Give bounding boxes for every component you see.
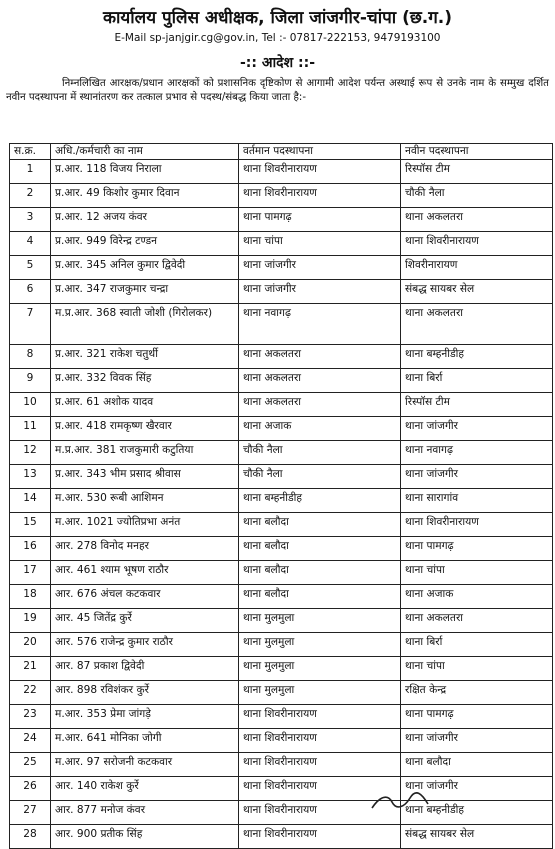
table-header-row <box>10 144 553 160</box>
order-title: -:: आदेश ::- <box>239 55 316 71</box>
row-employee-name: आर. 898 रविशंकर कुर्रे <box>51 681 239 705</box>
row-employee-name: आर. 45 जितेंद्र कुर्रे <box>51 609 239 633</box>
row-employee-name: म.आर. 1021 ज्योतिप्रभा अनंत <box>51 513 239 537</box>
row-serial: 7 <box>10 304 51 345</box>
row-serial: 11 <box>10 417 51 441</box>
row-serial: 14 <box>10 489 51 513</box>
table-row <box>10 208 553 232</box>
row-new-posting: थाना बम्हनीडीह <box>401 345 553 369</box>
row-serial: 4 <box>10 232 51 256</box>
table-row <box>10 657 553 681</box>
office-title: कार्यालय पुलिस अधीक्षक, जिला जांजगीर-चांपा (छ.ग.) <box>102 8 453 28</box>
row-new-posting: थाना जांजगीर <box>401 777 553 801</box>
table-row <box>10 184 553 208</box>
row-employee-name: म.आर. 97 सरोजनी कटकवार <box>51 753 239 777</box>
row-new-posting: थाना बिर्रा <box>401 369 553 393</box>
row-current-posting: थाना मुलमुला <box>239 681 401 705</box>
row-new-posting: थाना जांजगीर <box>401 729 553 753</box>
row-new-posting: थाना बलौदा <box>401 753 553 777</box>
table-row <box>10 537 553 561</box>
row-employee-name: आर. 278 विनोद मनहर <box>51 537 239 561</box>
row-serial: 12 <box>10 441 51 465</box>
row-employee-name: प्र.आर. 418 रामकृष्ण खैरवार <box>51 417 239 441</box>
row-current-posting: थाना शिवरीनारायण <box>239 184 401 208</box>
row-serial: 16 <box>10 537 51 561</box>
row-current-posting: थाना जांजगीर <box>239 256 401 280</box>
row-current-posting: थाना पामगढ़ <box>239 208 401 232</box>
col-header-serial: स.क्र. <box>10 144 51 160</box>
table-row <box>10 465 553 489</box>
table-row <box>10 681 553 705</box>
table-row <box>10 609 553 633</box>
row-employee-name: म.आर. 353 प्रेमा जांगड़े <box>51 705 239 729</box>
row-serial: 3 <box>10 208 51 232</box>
row-new-posting: थाना अकलतरा <box>401 609 553 633</box>
row-current-posting: थाना शिवरीनारायण <box>239 729 401 753</box>
row-current-posting: थाना बलौदा <box>239 585 401 609</box>
row-new-posting: संबद्ध सायबर सेल <box>401 280 553 304</box>
row-current-posting: थाना अकलतरा <box>239 345 401 369</box>
table-row <box>10 417 553 441</box>
row-employee-name: म.आर. 530 रूबी आशिमन <box>51 489 239 513</box>
col-header-new-posting: नवीन पदस्थापना <box>401 144 553 160</box>
table-row <box>10 729 553 753</box>
row-serial: 13 <box>10 465 51 489</box>
row-employee-name: आर. 87 प्रकाश द्विवेदी <box>51 657 239 681</box>
row-employee-name: म.आर. 641 मोनिका जोगी <box>51 729 239 753</box>
row-serial: 20 <box>10 633 51 657</box>
row-new-posting: रिस्पॉस टीम <box>401 393 553 417</box>
row-new-posting: थाना पामगढ़ <box>401 705 553 729</box>
table-row <box>10 232 553 256</box>
row-current-posting: थाना अकलतरा <box>239 393 401 417</box>
row-serial: 28 <box>10 825 51 849</box>
row-serial: 17 <box>10 561 51 585</box>
row-new-posting: थाना पामगढ़ <box>401 537 553 561</box>
row-current-posting: थाना मुलमुला <box>239 633 401 657</box>
table-row <box>10 561 553 585</box>
row-new-posting: थाना शिवरीनारायण <box>401 232 553 256</box>
table-row <box>10 777 553 801</box>
table-row <box>10 513 553 537</box>
row-current-posting: चौकी नैला <box>239 441 401 465</box>
row-current-posting: थाना बलौदा <box>239 513 401 537</box>
table-row <box>10 345 553 369</box>
table-row <box>10 393 553 417</box>
col-header-name: अधि./कर्मचारी का नाम <box>51 144 239 160</box>
row-employee-name: म.प्र.आर. 381 राजकुमारी कटुतिया <box>51 441 239 465</box>
table-row <box>10 369 553 393</box>
row-serial: 5 <box>10 256 51 280</box>
row-new-posting: थाना सारागांव <box>401 489 553 513</box>
row-employee-name: प्र.आर. 343 भीम प्रसाद श्रीवास <box>51 465 239 489</box>
row-current-posting: थाना शिवरीनारायण <box>239 160 401 184</box>
row-serial: 27 <box>10 801 51 825</box>
row-employee-name: प्र.आर. 61 अशोक यादव <box>51 393 239 417</box>
row-employee-name: प्र.आर. 12 अजय कंवर <box>51 208 239 232</box>
row-new-posting: चौकी नैला <box>401 184 553 208</box>
row-new-posting: थाना जांजगीर <box>401 417 553 441</box>
table-row <box>10 304 553 345</box>
row-employee-name: आर. 461 श्याम भूषण राठौर <box>51 561 239 585</box>
table-row <box>10 585 553 609</box>
row-employee-name: प्र.आर. 321 राकेश चतुर्थी <box>51 345 239 369</box>
row-serial: 26 <box>10 777 51 801</box>
row-employee-name: प्र.आर. 118 विजय निराला <box>51 160 239 184</box>
row-current-posting: थाना नवागढ़ <box>239 304 401 345</box>
row-employee-name: आर. 140 राकेश कुर्रे <box>51 777 239 801</box>
contact-line: E-Mail sp-janjgir.cg@gov.in, Tel :- 07817-222153, 9479193100 <box>114 32 441 44</box>
row-employee-name: प्र.आर. 332 विवक सिंह <box>51 369 239 393</box>
row-current-posting: थाना बलौदा <box>239 537 401 561</box>
row-new-posting: रिस्पॉस टीम <box>401 160 553 184</box>
row-new-posting: थाना अजाक <box>401 585 553 609</box>
table-row <box>10 256 553 280</box>
row-employee-name: प्र.आर. 49 किशोर कुमार दिवान <box>51 184 239 208</box>
table-row <box>10 753 553 777</box>
intro-paragraph: निम्नलिखित आरक्षक/प्रधान आरक्षकों को प्रशासनिक दृष्टिकोण से आगामी आदेश पर्यन्त अस्थाई रूप से उनके नाम के सम्मुख दर्शित नवीन पदस्थापना में स्थानांतरण कर तत्काल प्रभाव से पदस्थ/संबद्ध किया जाता है:- <box>6 78 549 103</box>
table-row <box>10 801 553 825</box>
row-employee-name: आर. 877 मनोज कंवर <box>51 801 239 825</box>
row-new-posting: थाना बम्हनीडीह <box>401 801 553 825</box>
col-header-current-posting: वर्तमान पदस्थापना <box>239 144 401 160</box>
row-serial: 18 <box>10 585 51 609</box>
row-current-posting: थाना बम्हनीडीह <box>239 489 401 513</box>
row-new-posting: थाना जांजगीर <box>401 465 553 489</box>
row-new-posting: रक्षित केन्द्र <box>401 681 553 705</box>
row-serial: 15 <box>10 513 51 537</box>
table-row <box>10 489 553 513</box>
row-current-posting: थाना शिवरीनारायण <box>239 801 401 825</box>
row-current-posting: थाना बलौदा <box>239 561 401 585</box>
row-current-posting: थाना शिवरीनारायण <box>239 753 401 777</box>
signature-mark <box>370 792 430 810</box>
table-row <box>10 633 553 657</box>
row-serial: 6 <box>10 280 51 304</box>
table-row <box>10 705 553 729</box>
row-new-posting: थाना अकलतरा <box>401 208 553 232</box>
row-employee-name: प्र.आर. 345 अनिल कुमार द्विवेदी <box>51 256 239 280</box>
row-new-posting: थाना चांपा <box>401 657 553 681</box>
row-current-posting: चौकी नैला <box>239 465 401 489</box>
row-new-posting: थाना बिर्रा <box>401 633 553 657</box>
row-employee-name: प्र.आर. 949 विरेन्द्र टण्डन <box>51 232 239 256</box>
row-serial: 25 <box>10 753 51 777</box>
row-serial: 10 <box>10 393 51 417</box>
table-row <box>10 441 553 465</box>
row-serial: 24 <box>10 729 51 753</box>
row-current-posting: थाना मुलमुला <box>239 609 401 633</box>
table-row <box>10 160 553 184</box>
row-new-posting: शिवरीनारायण <box>401 256 553 280</box>
row-new-posting: थाना अकलतरा <box>401 304 553 345</box>
row-serial: 23 <box>10 705 51 729</box>
row-serial: 21 <box>10 657 51 681</box>
row-current-posting: थाना चांपा <box>239 232 401 256</box>
table-body <box>10 160 553 849</box>
row-current-posting: थाना शिवरीनारायण <box>239 825 401 849</box>
row-current-posting: थाना अकलतरा <box>239 369 401 393</box>
row-current-posting: थाना मुलमुला <box>239 657 401 681</box>
row-current-posting: थाना शिवरीनारायण <box>239 705 401 729</box>
row-new-posting: थाना नवागढ़ <box>401 441 553 465</box>
row-serial: 1 <box>10 160 51 184</box>
row-employee-name: म.प्र.आर. 368 स्वाती जोशी (गिरोलकर) <box>51 304 239 345</box>
row-employee-name: आर. 576 राजेन्द्र कुमार राठौर <box>51 633 239 657</box>
row-serial: 19 <box>10 609 51 633</box>
row-serial: 2 <box>10 184 51 208</box>
transfer-table <box>9 143 553 849</box>
table-row <box>10 825 553 849</box>
row-current-posting: थाना जांजगीर <box>239 280 401 304</box>
row-employee-name: आर. 900 प्रतीक सिंह <box>51 825 239 849</box>
row-new-posting: संबद्ध सायबर सेल <box>401 825 553 849</box>
row-serial: 9 <box>10 369 51 393</box>
row-serial: 8 <box>10 345 51 369</box>
table-row <box>10 280 553 304</box>
row-current-posting: थाना अजाक <box>239 417 401 441</box>
row-employee-name: आर. 676 अंचल कटकवार <box>51 585 239 609</box>
row-new-posting: थाना चांपा <box>401 561 553 585</box>
row-new-posting: थाना शिवरीनारायण <box>401 513 553 537</box>
row-employee-name: प्र.आर. 347 राजकुमार चन्द्रा <box>51 280 239 304</box>
row-current-posting: थाना शिवरीनारायण <box>239 777 401 801</box>
row-serial: 22 <box>10 681 51 705</box>
